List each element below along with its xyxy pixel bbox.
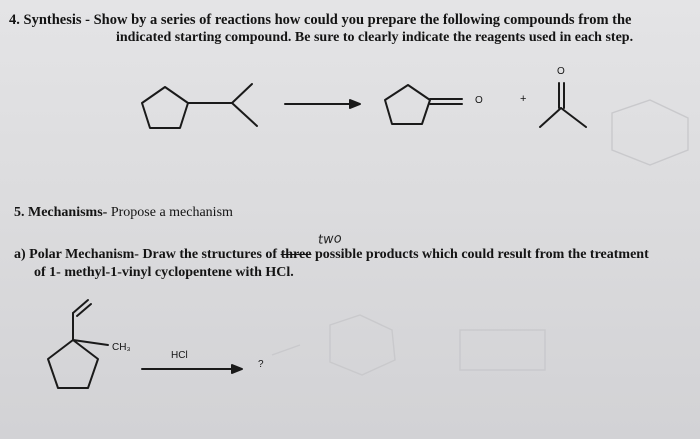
- reaction-arrow-2: [142, 365, 242, 373]
- unknown-product-mark: ?: [258, 359, 264, 370]
- question-4-text-line1: - Show by a series of reactions how could you prepare the following compounds from the: [85, 12, 632, 28]
- struck-word: three: [280, 247, 312, 262]
- acetone-oxygen-label: O: [557, 66, 565, 77]
- question-4-text-line2: indicated starting compound. Be sure to clearly indicate the reagents used in each step.: [116, 30, 634, 45]
- question-4-number: 4.: [9, 12, 20, 28]
- question-5-title: Mechanisms-: [28, 205, 108, 220]
- question-5-text: Propose a mechanism: [110, 205, 233, 220]
- part-a-suffix: possible products which could result from the treatment: [314, 247, 649, 262]
- question-4-title: Synthesis: [23, 12, 82, 28]
- reagent-label: HCl: [171, 350, 188, 361]
- handwritten-correction: two: [317, 231, 343, 248]
- methyl-label: CH₃: [112, 342, 131, 353]
- aldehyde-oxygen-label: O: [475, 95, 483, 106]
- question-5-number: 5.: [14, 205, 25, 220]
- plus-sign: +: [520, 93, 527, 105]
- methyl-vinyl-cyclopentene-structure: [48, 300, 108, 388]
- part-a-line2: of 1- methyl-1-vinyl cyclopentene with HCl.: [34, 265, 294, 280]
- part-a-prefix: a) Polar Mechanism- Draw the structures of: [14, 247, 278, 262]
